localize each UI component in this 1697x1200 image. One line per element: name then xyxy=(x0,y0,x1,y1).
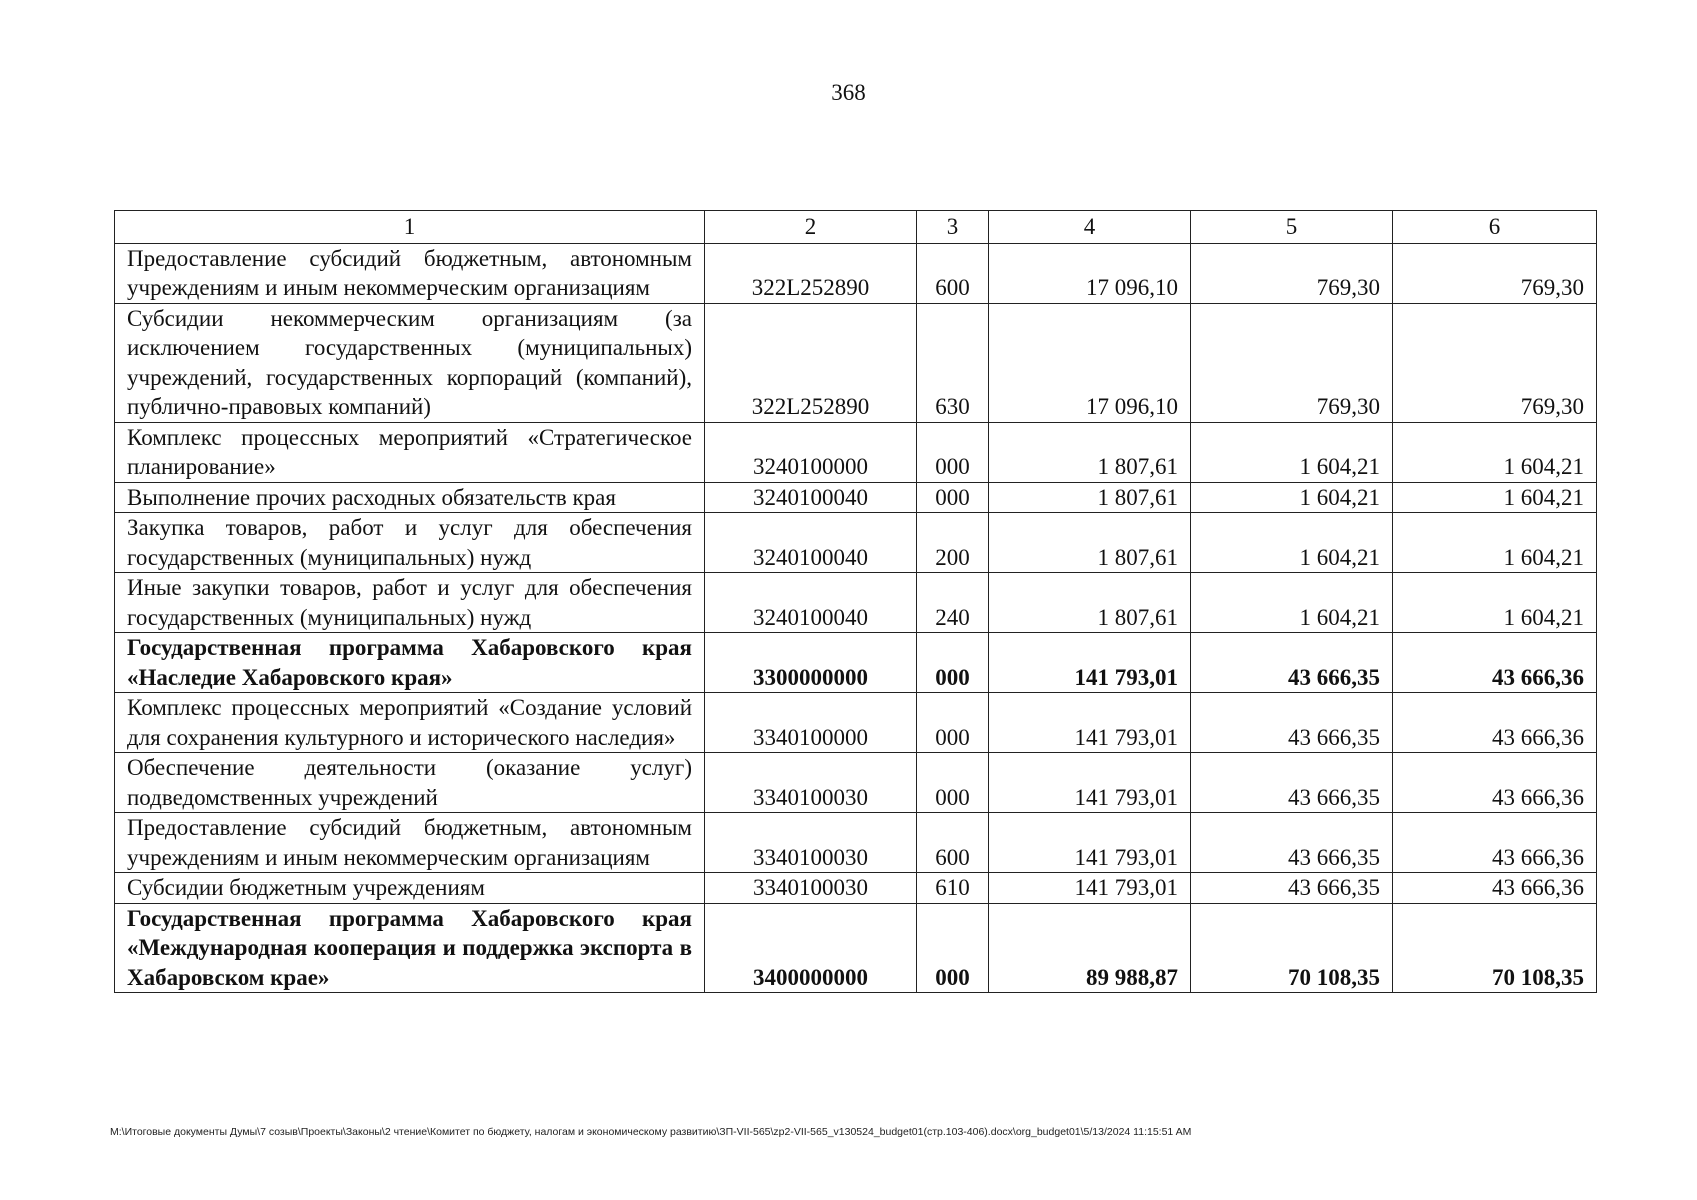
table-row xyxy=(115,693,1597,753)
row-code: 3300000000 xyxy=(705,633,917,693)
row-name: Государственная программа Хабаровского края «Международная кооперация и поддержка экспорта в Хабаровском крае» xyxy=(115,903,705,993)
row-code: 3340100000 xyxy=(705,693,917,753)
row-name: Выполнение прочих расходных обязательств края xyxy=(115,482,705,513)
row-amount-2: 1 604,21 xyxy=(1191,422,1393,482)
row-amount-3: 43 666,36 xyxy=(1393,693,1597,753)
row-amount-3: 1 604,21 xyxy=(1393,482,1597,513)
row-amount-1: 141 793,01 xyxy=(989,873,1191,904)
row-amount-3: 70 108,35 xyxy=(1393,903,1597,993)
row-amount-3: 769,30 xyxy=(1393,303,1597,422)
row-amount-1: 1 807,61 xyxy=(989,573,1191,633)
row-amount-3: 43 666,36 xyxy=(1393,753,1597,813)
row-code: 322L252890 xyxy=(705,303,917,422)
row-expense-type: 000 xyxy=(917,753,989,813)
row-name: Предоставление субсидий бюджетным, автономным учреждениям и иным некоммерческим организациям xyxy=(115,813,705,873)
table-row xyxy=(115,303,1597,422)
row-expense-type: 200 xyxy=(917,513,989,573)
row-code: 3240100040 xyxy=(705,513,917,573)
row-code: 3240100040 xyxy=(705,573,917,633)
row-name: Предоставление субсидий бюджетным, автономным учреждениям и иным некоммерческим организациям xyxy=(115,243,705,303)
table-row xyxy=(115,243,1597,303)
row-amount-2: 1 604,21 xyxy=(1191,513,1393,573)
row-amount-1: 1 807,61 xyxy=(989,422,1191,482)
row-name: Иные закупки товаров, работ и услуг для обеспечения государственных (муниципальных) нужд xyxy=(115,573,705,633)
row-expense-type: 600 xyxy=(917,813,989,873)
row-amount-3: 43 666,36 xyxy=(1393,813,1597,873)
row-amount-2: 43 666,35 xyxy=(1191,813,1393,873)
row-amount-3: 1 604,21 xyxy=(1393,573,1597,633)
table-row xyxy=(115,422,1597,482)
row-amount-1: 17 096,10 xyxy=(989,243,1191,303)
row-amount-3: 1 604,21 xyxy=(1393,422,1597,482)
row-name: Субсидии бюджетным учреждениям xyxy=(115,873,705,904)
header-col-1: 1 xyxy=(115,211,705,244)
row-expense-type: 610 xyxy=(917,873,989,904)
row-code: 3340100030 xyxy=(705,753,917,813)
table-row xyxy=(115,573,1597,633)
header-col-6: 6 xyxy=(1393,211,1597,244)
row-name: Субсидии некоммерческим организациям (за исключением государственных (муниципальных) учреждений, государственных корпораций (компаний), публично-правовых компаний) xyxy=(115,303,705,422)
row-expense-type: 000 xyxy=(917,633,989,693)
row-expense-type: 000 xyxy=(917,903,989,993)
header-col-3: 3 xyxy=(917,211,989,244)
table-row xyxy=(115,813,1597,873)
row-code: 3240100000 xyxy=(705,422,917,482)
row-amount-2: 70 108,35 xyxy=(1191,903,1393,993)
row-amount-3: 43 666,36 xyxy=(1393,873,1597,904)
row-name: Государственная программа Хабаровского края «Наследие Хабаровского края» xyxy=(115,633,705,693)
row-amount-2: 43 666,35 xyxy=(1191,753,1393,813)
row-amount-1: 1 807,61 xyxy=(989,513,1191,573)
header-col-5: 5 xyxy=(1191,211,1393,244)
table-row xyxy=(115,513,1597,573)
row-amount-1: 17 096,10 xyxy=(989,303,1191,422)
table-row xyxy=(115,873,1597,904)
row-amount-2: 769,30 xyxy=(1191,303,1393,422)
row-code: 3340100030 xyxy=(705,813,917,873)
row-code: 3340100030 xyxy=(705,873,917,904)
header-col-2: 2 xyxy=(705,211,917,244)
budget-table xyxy=(114,210,1597,993)
row-amount-1: 89 988,87 xyxy=(989,903,1191,993)
row-code: 3400000000 xyxy=(705,903,917,993)
row-amount-1: 141 793,01 xyxy=(989,813,1191,873)
row-amount-2: 43 666,35 xyxy=(1191,633,1393,693)
row-name: Закупка товаров, работ и услуг для обеспечения государственных (муниципальных) нужд xyxy=(115,513,705,573)
row-amount-3: 769,30 xyxy=(1393,243,1597,303)
row-expense-type: 000 xyxy=(917,693,989,753)
row-expense-type: 000 xyxy=(917,482,989,513)
page-number: 368 xyxy=(831,80,866,105)
table-row xyxy=(115,633,1597,693)
table-row xyxy=(115,482,1597,513)
row-code: 3240100040 xyxy=(705,482,917,513)
table-row xyxy=(115,753,1597,813)
row-name: Комплекс процессных мероприятий «Создание условий для сохранения культурного и исторического наследия» xyxy=(115,693,705,753)
row-name: Обеспечение деятельности (оказание услуг) подведомственных учреждений xyxy=(115,753,705,813)
document-file-path: M:\Итоговые документы Думы\7 созыв\Проекты\Законы\2 чтение\Комитет по бюджету, налогам и экономическому развитию\ЗП-VII-565\zp2-VII-565_v130524_budget01(стр.103-406).docx\org_budget01\5/13/2024 11:15:51 AM xyxy=(110,1126,1192,1138)
row-amount-2: 1 604,21 xyxy=(1191,482,1393,513)
row-amount-1: 1 807,61 xyxy=(989,482,1191,513)
row-amount-3: 1 604,21 xyxy=(1393,513,1597,573)
row-amount-2: 1 604,21 xyxy=(1191,573,1393,633)
row-amount-1: 141 793,01 xyxy=(989,693,1191,753)
row-amount-1: 141 793,01 xyxy=(989,633,1191,693)
row-amount-2: 43 666,35 xyxy=(1191,693,1393,753)
row-amount-1: 141 793,01 xyxy=(989,753,1191,813)
row-amount-2: 43 666,35 xyxy=(1191,873,1393,904)
row-expense-type: 600 xyxy=(917,243,989,303)
row-amount-2: 769,30 xyxy=(1191,243,1393,303)
header-col-4: 4 xyxy=(989,211,1191,244)
row-name: Комплекс процессных мероприятий «Стратегическое планирование» xyxy=(115,422,705,482)
table-row xyxy=(115,903,1597,993)
row-expense-type: 240 xyxy=(917,573,989,633)
row-expense-type: 000 xyxy=(917,422,989,482)
row-code: 322L252890 xyxy=(705,243,917,303)
row-amount-3: 43 666,36 xyxy=(1393,633,1597,693)
table-header-row xyxy=(115,211,1597,244)
row-expense-type: 630 xyxy=(917,303,989,422)
